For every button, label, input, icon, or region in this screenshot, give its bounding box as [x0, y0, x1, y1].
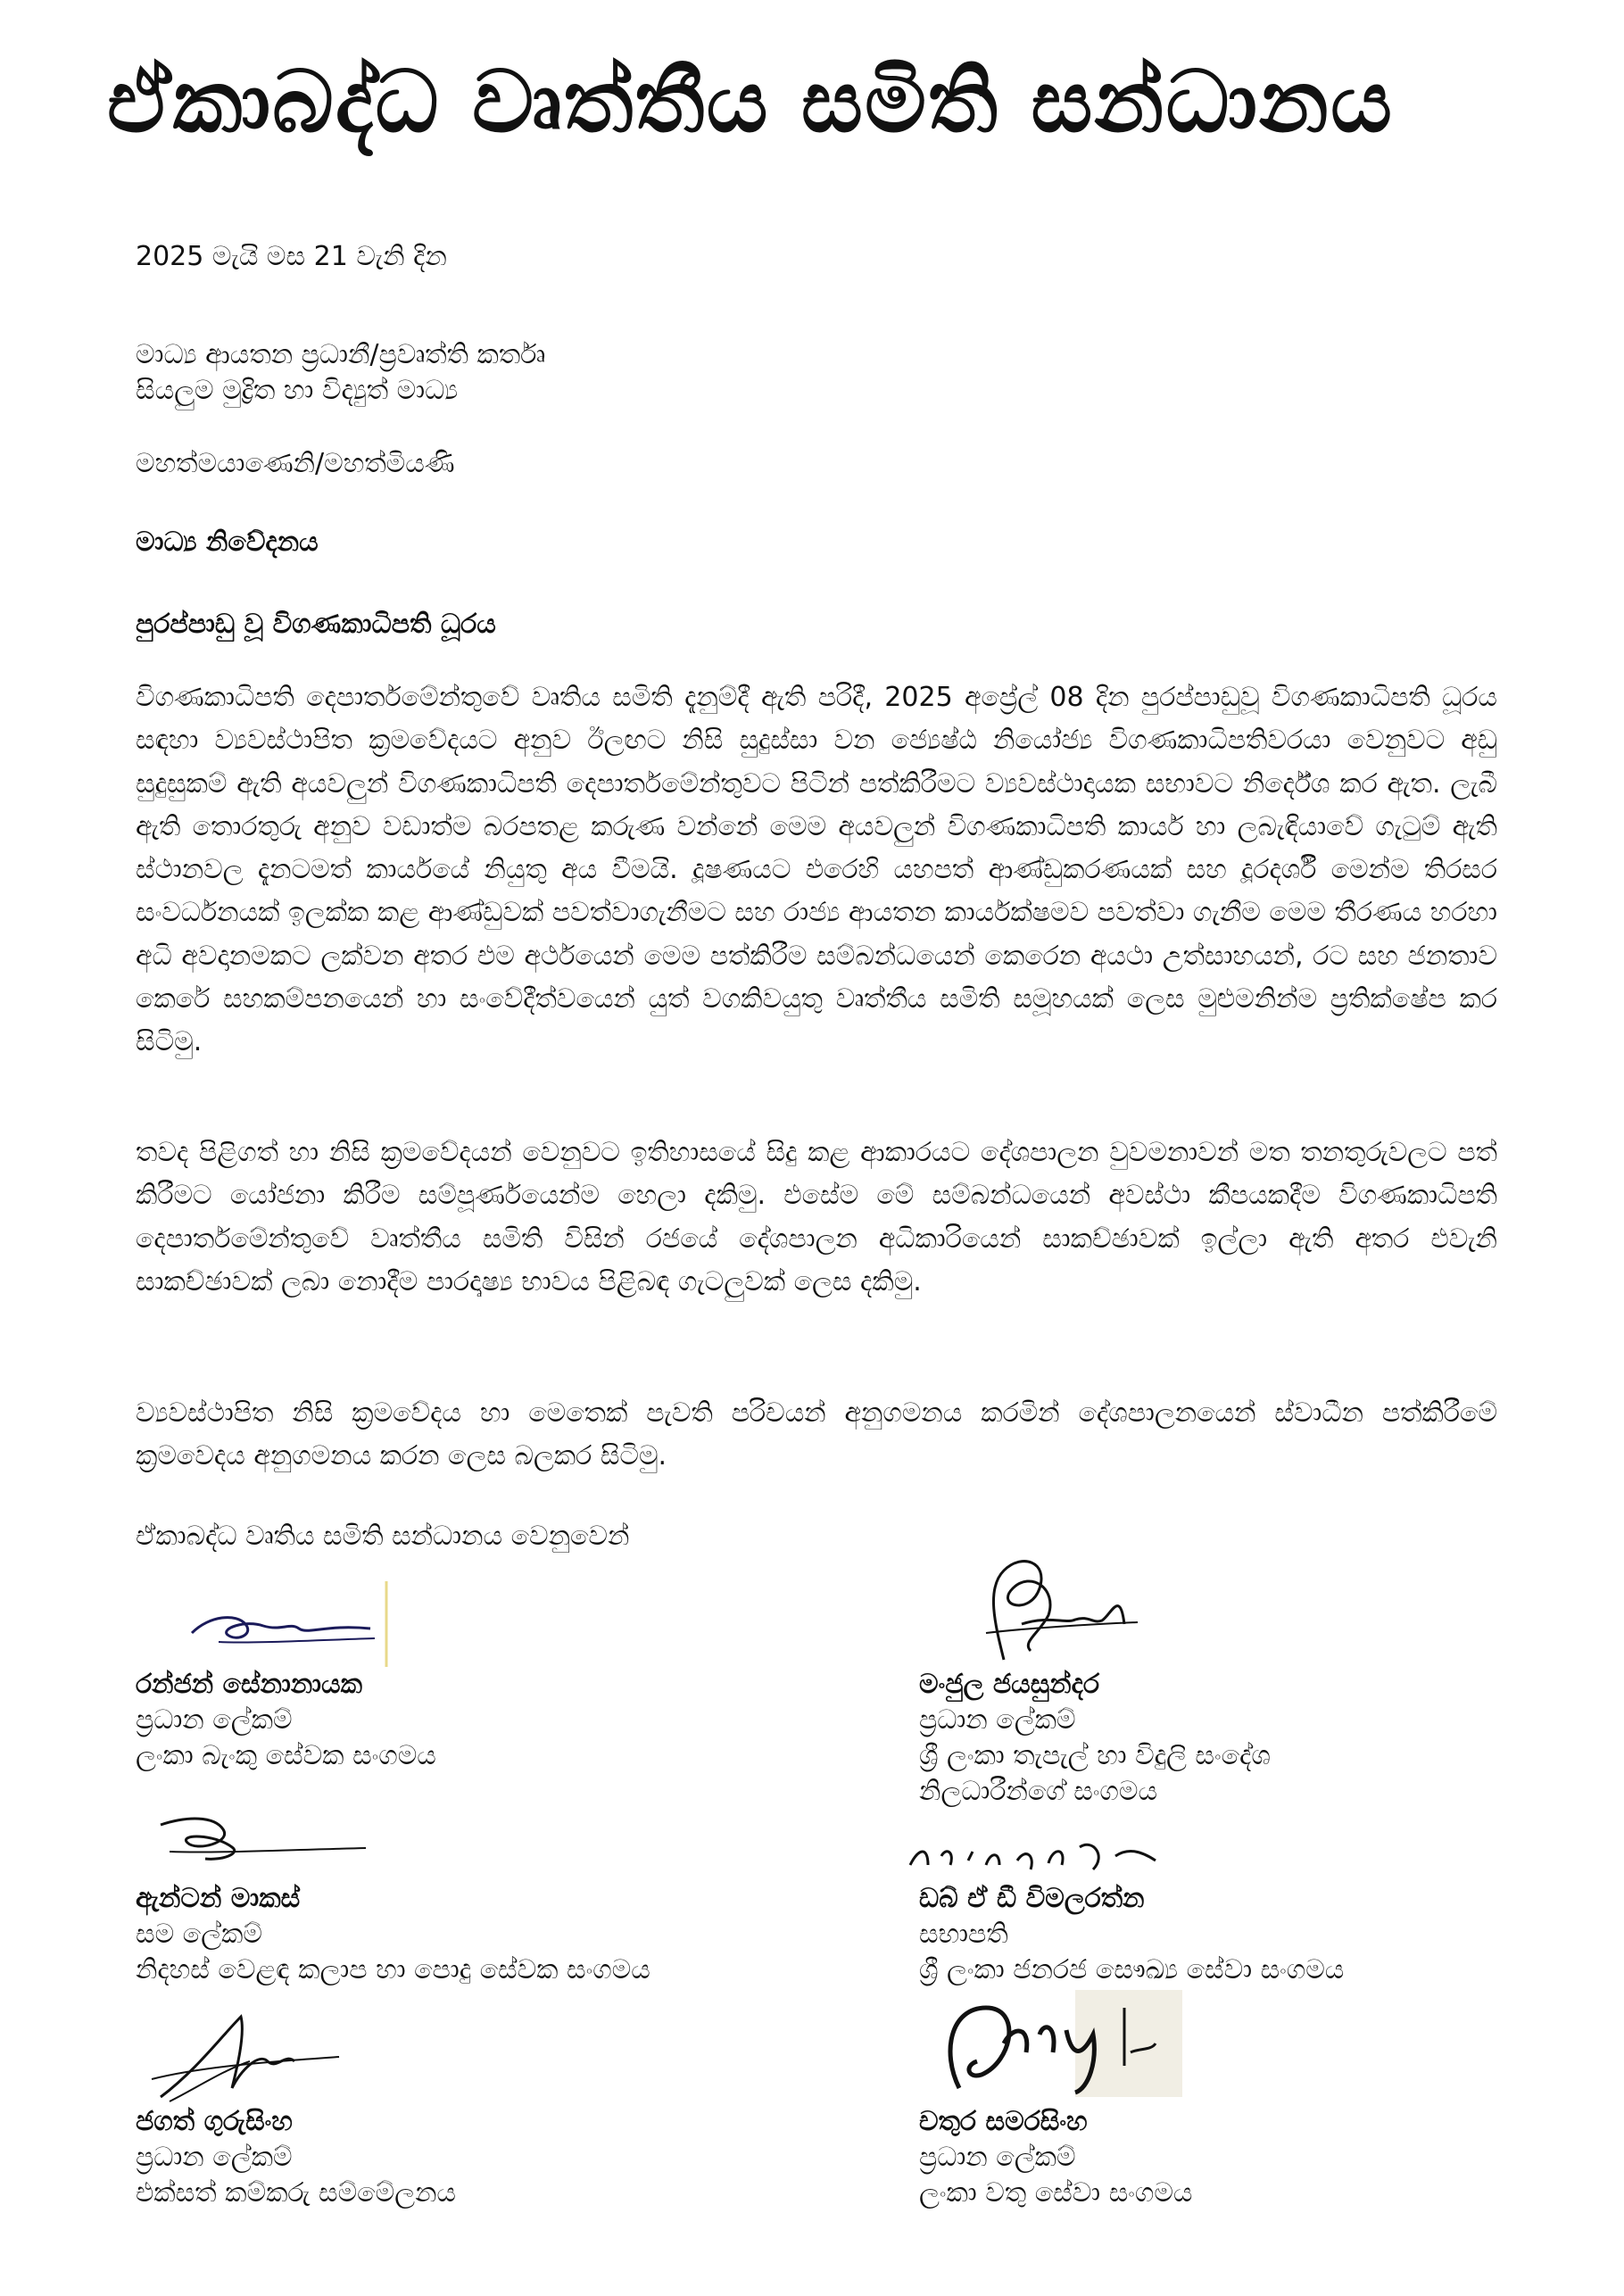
signatory-role: සභාපති: [919, 1919, 1008, 1950]
body-paragraph-2: තවද පිළිගත් හා නිසි ක්‍රමවේදයන් වෙනුවට ඉතිහාසයේ සිදු කළ ආකාරයට දේශපාලන වුවමනාවන් මත තනතුරුවලට පත් කිරීමට යෝජනා කිරීම සම්පූර්ණයෙන්ම හෙලා දකිමු. එසේම මේ සම්බන්ධයෙන් අවස්ථා කීපයකදීම විගණකාධිපති දෙපාර්තමේන්තුවේ වෘත්තීය සමිති විසින් රජයේ දේශපාලන අධිකාරියෙන් සාකච්ඡාවක් ඉල්ලා ඇති අතර එවැනි සාකච්ඡාවක් ලබා නොදීම පාරදෘෂ්‍ය භාවය පිළිබඳ ගැටලුවක් ලෙස දකිමු.: [136, 1137, 1497, 1297]
signatory-organization: නිදහස් වෙළඳ කලාප හා පොදු සේවක සංගමය: [136, 1954, 650, 1985]
signatory-name: ඩබ් ඒ ඩී විමලරත්න: [919, 1883, 1145, 1914]
signature-image: [968, 1535, 1147, 1669]
document-type: මාධ්‍ය නිවේදනය: [136, 526, 319, 558]
body-paragraph-1: විගණකාධිපති දෙපාර්තමේන්තුවේ වෘතිය සමිති දැනුම්දී ඇති පරිදී, 2025 අප්‍රේල් 08 දින පුරප්පාඩුවූ විගණකාධිපති ධූරය සඳහා ව්‍යවස්ථාපිත ක්‍රමවේදයට අනුව ඊලඟට නිසි සුදුස්සා වන ජ්‍යෙෂ්ඨ නියෝජ්‍ය විගණකාධිපතිවරයා වෙනුවට අඩු සුදුසුකම් ඇති අයවලුන් විගණකාධිපති දෙපාර්තමේන්තුවට පිටින් පත්කිරීමට ව්‍යවස්ථාදායක සභාවට නිර්දේශ කර ඇත. ලැබී ඇති තොරතුරු අනුව වඩාත්ම බරපතළ කරුණ වන්නේ මෙම අයවලුන් විගණකාධිපති කාර්ය හා ලබැඳියාවේ ගැටුම් ඇති ස්ථානවල දැනටමත් කාර්යයේ නියුතු අය වීමයි. දූෂණයට එරෙහි යහපත් ආණ්ඩුකරණයක් සහ දූරදර්ශී මෙන්ම තිරසර සංවර්ධනයක් ඉලක්ක කළ ආණ්ඩුවක් පවත්වාගැනීමට සහ රාජ්‍ය ආයතන කාර්යක්ෂමව පවත්වා ගැනීම මෙම තීරණය හරහා අධි අවදානමකට ලක්වන අතර එම අර්ථයෙන් මෙම පත්කිරීම සම්බන්ධයෙන් කෙරෙන අයථා උත්සාහයන්, රට සහ ජනතාව කෙරේ සහකම්පනයෙන් හා සංවේදීත්වයෙන් යුත් වගකිවයුතු වෘත්තීය සමිති සමූහයක් ලෙස මුළුමනින්ම ප්‍රතික්ෂේප කර සිටිමු.: [136, 682, 1497, 1058]
signatory-organization: එක්සත් කම්කරු සම්මේලනය: [136, 2177, 457, 2209]
signature-image: [901, 1820, 1169, 1883]
signatory-block: [919, 1881, 1344, 1988]
signatory-organization: ලංකා වතු සේවා සංගමය: [919, 2177, 1193, 2209]
signatory-role: ප්‍රධාන ලේකම්: [919, 1704, 1076, 1736]
subject-line: පුරප්පාඩු වූ විගණකාධිපති ධූරය: [136, 609, 496, 640]
signatory-role: සම ලේකම්: [136, 1919, 262, 1950]
signature-image: [183, 1579, 415, 1669]
signatory-organization: නිලධාරීන්ගේ සංගමය: [919, 1776, 1158, 1807]
signatory-role: ප්‍රධාන ලේකම්: [136, 1704, 293, 1736]
signatory-block: [136, 1881, 650, 1988]
letterhead-title: ඒකාබද්ධ වෘත්තීය සමිති සන්ධානය: [107, 52, 1395, 152]
signatory-name: ඇන්ටන් මාකස්: [136, 1883, 301, 1914]
signatory-role: ප්‍රධාන ලේකම්: [919, 2142, 1076, 2173]
signatory-name: ජගත් ගුරුසිංහ: [136, 2106, 293, 2137]
signature-image: [932, 1981, 1191, 2106]
recipient-line-1: මාධ්‍ය ආයතන ප්‍රධානී/ප්‍රවෘත්ති කර්තෘ: [136, 339, 546, 370]
closing-line: ඒකාබද්ධ වෘතිය සමිති සන්ධානය වෙනුවෙන්: [136, 1521, 630, 1552]
signatory-name: චතුර සමරසිංහ: [919, 2106, 1088, 2137]
signatory-role: ප්‍රධාන ලේකම්: [136, 2142, 293, 2173]
signatory-name: රන්ජන් සේනානායක: [136, 1669, 362, 1700]
signatory-organization: ලංකා බැංකු සේවක සංගමය: [136, 1740, 436, 1771]
body-paragraph-3: ව්‍යවස්ථාපිත නිසි ක්‍රමවේදය හා මෙතෙක් පැවති පරිචයන් අනුගමනය කරමින් දේශපාලනයෙන් ස්වාධීන පත්කිරීමේ ක්‍රමවෙදය අනුගමනය කරන ලෙස බලකර සිටිමු.: [136, 1397, 1497, 1472]
recipient-line-2: සියලුම මුද්‍රිත හා විද්‍යුත් මාධ්‍ය: [136, 375, 459, 406]
signatory-block: [919, 2104, 1193, 2211]
signatory-block: [136, 1667, 436, 1774]
signatory-organization: ශ්‍රී ලංකා තැපැල් හා විදුලි සංදේශ: [919, 1740, 1271, 1771]
signatory-organization: ශ්‍රී ලංකා ජනරජ සෞඛ්‍ය සේවා සංගමය: [919, 1954, 1345, 1985]
letter-date: 2025 මැයි මස 21 වැනි දින: [136, 241, 447, 272]
signatory-block: [136, 2104, 456, 2211]
signature-image: [143, 1798, 375, 1878]
signature-image: [143, 1999, 348, 2106]
salutation: මහත්මයාණෙනි/මහත්මියණි: [136, 448, 455, 479]
signatory-block: [919, 1667, 1271, 1810]
signatory-name: මංජුල ජයසුන්දර: [919, 1669, 1100, 1700]
